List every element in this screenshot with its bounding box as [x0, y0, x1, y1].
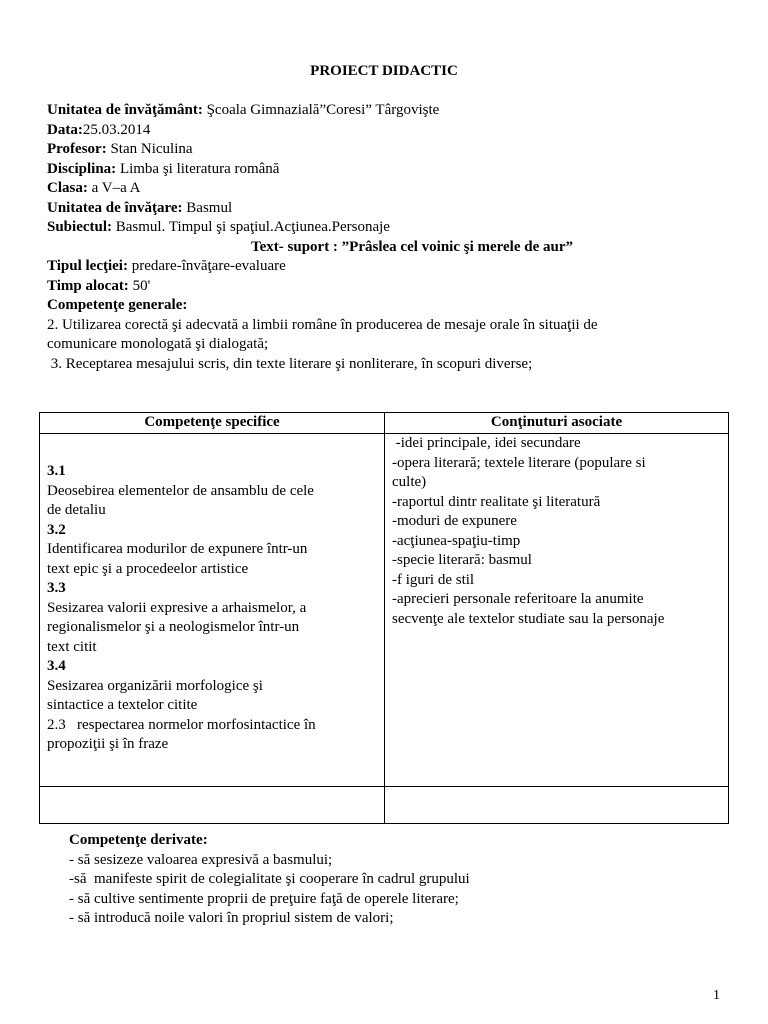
continut-item: -moduri de expunere: [392, 513, 517, 529]
competenta-code: 3.3: [47, 580, 66, 596]
competenta-text: Sesizarea valorii expresive a arhaismelor, a: [47, 599, 307, 616]
profesor-line: [47, 140, 737, 160]
competenta-text: sintactice a textelor citite: [47, 697, 198, 713]
table-row-empty: [40, 787, 729, 824]
subiectul-line: [47, 218, 737, 238]
data-value: 25.03.2014: [82, 121, 151, 138]
competenta-text: Deosebirea elementelor de ansamblu de cele: [47, 482, 314, 499]
page-number: 1: [713, 988, 720, 1003]
timp-value: 50': [132, 277, 151, 294]
list-item: - să introducă noile valori în propriul sistem de valori;: [69, 910, 394, 926]
competenta-text: Sesizarea organizării morfologice şi: [47, 677, 263, 694]
subiectul-label: Subiectul:: [47, 219, 113, 235]
unitate-value: Şcoala Gimnazială”Coresi” Târgovişte: [206, 102, 440, 118]
disciplina-label: Disciplina:: [47, 160, 117, 177]
competente-derivate-list: [69, 851, 729, 929]
col-header-continuturi: Conţinuturi asociate: [385, 413, 729, 434]
clasa-line: [47, 179, 737, 199]
competenta-3: 3. Receptarea mesajului scris, din texte literare şi nonliterare, în scopuri diverse;: [47, 355, 533, 372]
disciplina-value: Limba şi literatura română: [119, 160, 280, 177]
page-title: PROIECT DIDACTIC: [310, 63, 458, 79]
data-line: [47, 121, 737, 141]
competenta-text: 2.3 respectarea normelor morfosintactice în: [47, 716, 316, 733]
competenta-code: 3.1: [47, 463, 66, 479]
timp-line: [47, 277, 737, 297]
competenta-text: propoziţii şi în fraze: [47, 736, 169, 752]
competenta-text: text epic şi a procedeelor artistice: [47, 560, 249, 577]
clasa-value: a V–a A: [91, 180, 141, 196]
competente-specifice-cell: [40, 434, 385, 787]
tipul-label: Tipul lecţiei:: [47, 258, 128, 274]
lesson-header: [47, 101, 737, 374]
timp-label: Timp alocat:: [47, 277, 129, 294]
clasa-label: Clasa:: [47, 180, 88, 196]
competente-derivate: [69, 831, 729, 929]
continut-item: -acţiunea-spaţiu-timp: [392, 532, 521, 549]
list-item: -să manifeste spirit de colegialitate şi cooperare în cadrul grupului: [69, 871, 470, 887]
competente-generale-label: Competenţe generale:: [47, 297, 188, 313]
unitate-label: Unitatea de învăţământ:: [47, 102, 203, 118]
competenta-text: text citit: [47, 638, 97, 655]
continut-item: -f iguri de stil: [392, 571, 475, 588]
continut-item: -aprecieri personale referitoare la anumite: [392, 591, 644, 607]
empty-cell: [40, 787, 385, 824]
tipul-value: predare-învăţare-evaluare: [131, 258, 286, 274]
text-suport: Text- suport : ”Prâslea cel voinic şi merele de aur”: [250, 238, 574, 255]
disciplina-line: [47, 160, 737, 180]
unitate-invatare-line: [47, 199, 737, 219]
competente-table: [39, 412, 729, 824]
col-header-competente: Competenţe specifice: [40, 413, 385, 434]
continut-item: -specie literară: basmul: [392, 552, 532, 568]
competenta-text: Identificarea modurilor de expunere într-un: [47, 541, 308, 557]
unitate-invatare-label: Unitatea de învăţare:: [47, 199, 183, 216]
continut-item: -idei principale, idei secundare: [392, 435, 581, 451]
competenta-text: regionalismelor şi a neologismelor într-un: [47, 619, 300, 635]
empty-cell: [385, 787, 729, 824]
continuturi-asociate-cell: [385, 434, 729, 787]
list-item: - să sesizeze valoarea expresivă a basmului;: [69, 851, 333, 868]
list-item: - să cultive sentimente proprii de preţuire faţă de operele literare;: [69, 890, 459, 907]
competenta-text: de detaliu: [47, 502, 106, 518]
competente-derivate-heading: Competenţe derivate:: [69, 832, 208, 848]
competenta-code: 3.2: [47, 521, 66, 538]
unitate-line: [47, 101, 737, 121]
profesor-label: Profesor:: [47, 141, 107, 157]
continut-item: secvenţe ale textelor studiate sau la personaje: [392, 610, 665, 627]
profesor-value: Stan Niculina: [110, 141, 193, 157]
subiectul-value: Basmul. Timpul şi spaţiul.Acţiunea.Personaje: [115, 219, 390, 235]
table-row: [40, 434, 729, 787]
tipul-line: [47, 257, 737, 277]
continut-item: culte): [392, 474, 427, 490]
continut-item: -raportul dintr realitate şi literatură: [392, 493, 601, 510]
continut-item: -opera literară; textele literare (populare si: [392, 454, 646, 471]
competente-generale-heading: [47, 296, 737, 316]
unitate-invatare-value: Basmul: [186, 199, 233, 216]
competenta-code: 3.4: [47, 658, 66, 674]
table-header-row: [40, 413, 729, 434]
data-label: Data:: [47, 121, 83, 138]
competenta-2-line2: comunicare monologată şi dialogată;: [47, 336, 269, 352]
competenta-2-line1: 2. Utilizarea corectă şi adecvată a limbii române în producerea de mesaje orale în situaţii de: [47, 316, 598, 333]
